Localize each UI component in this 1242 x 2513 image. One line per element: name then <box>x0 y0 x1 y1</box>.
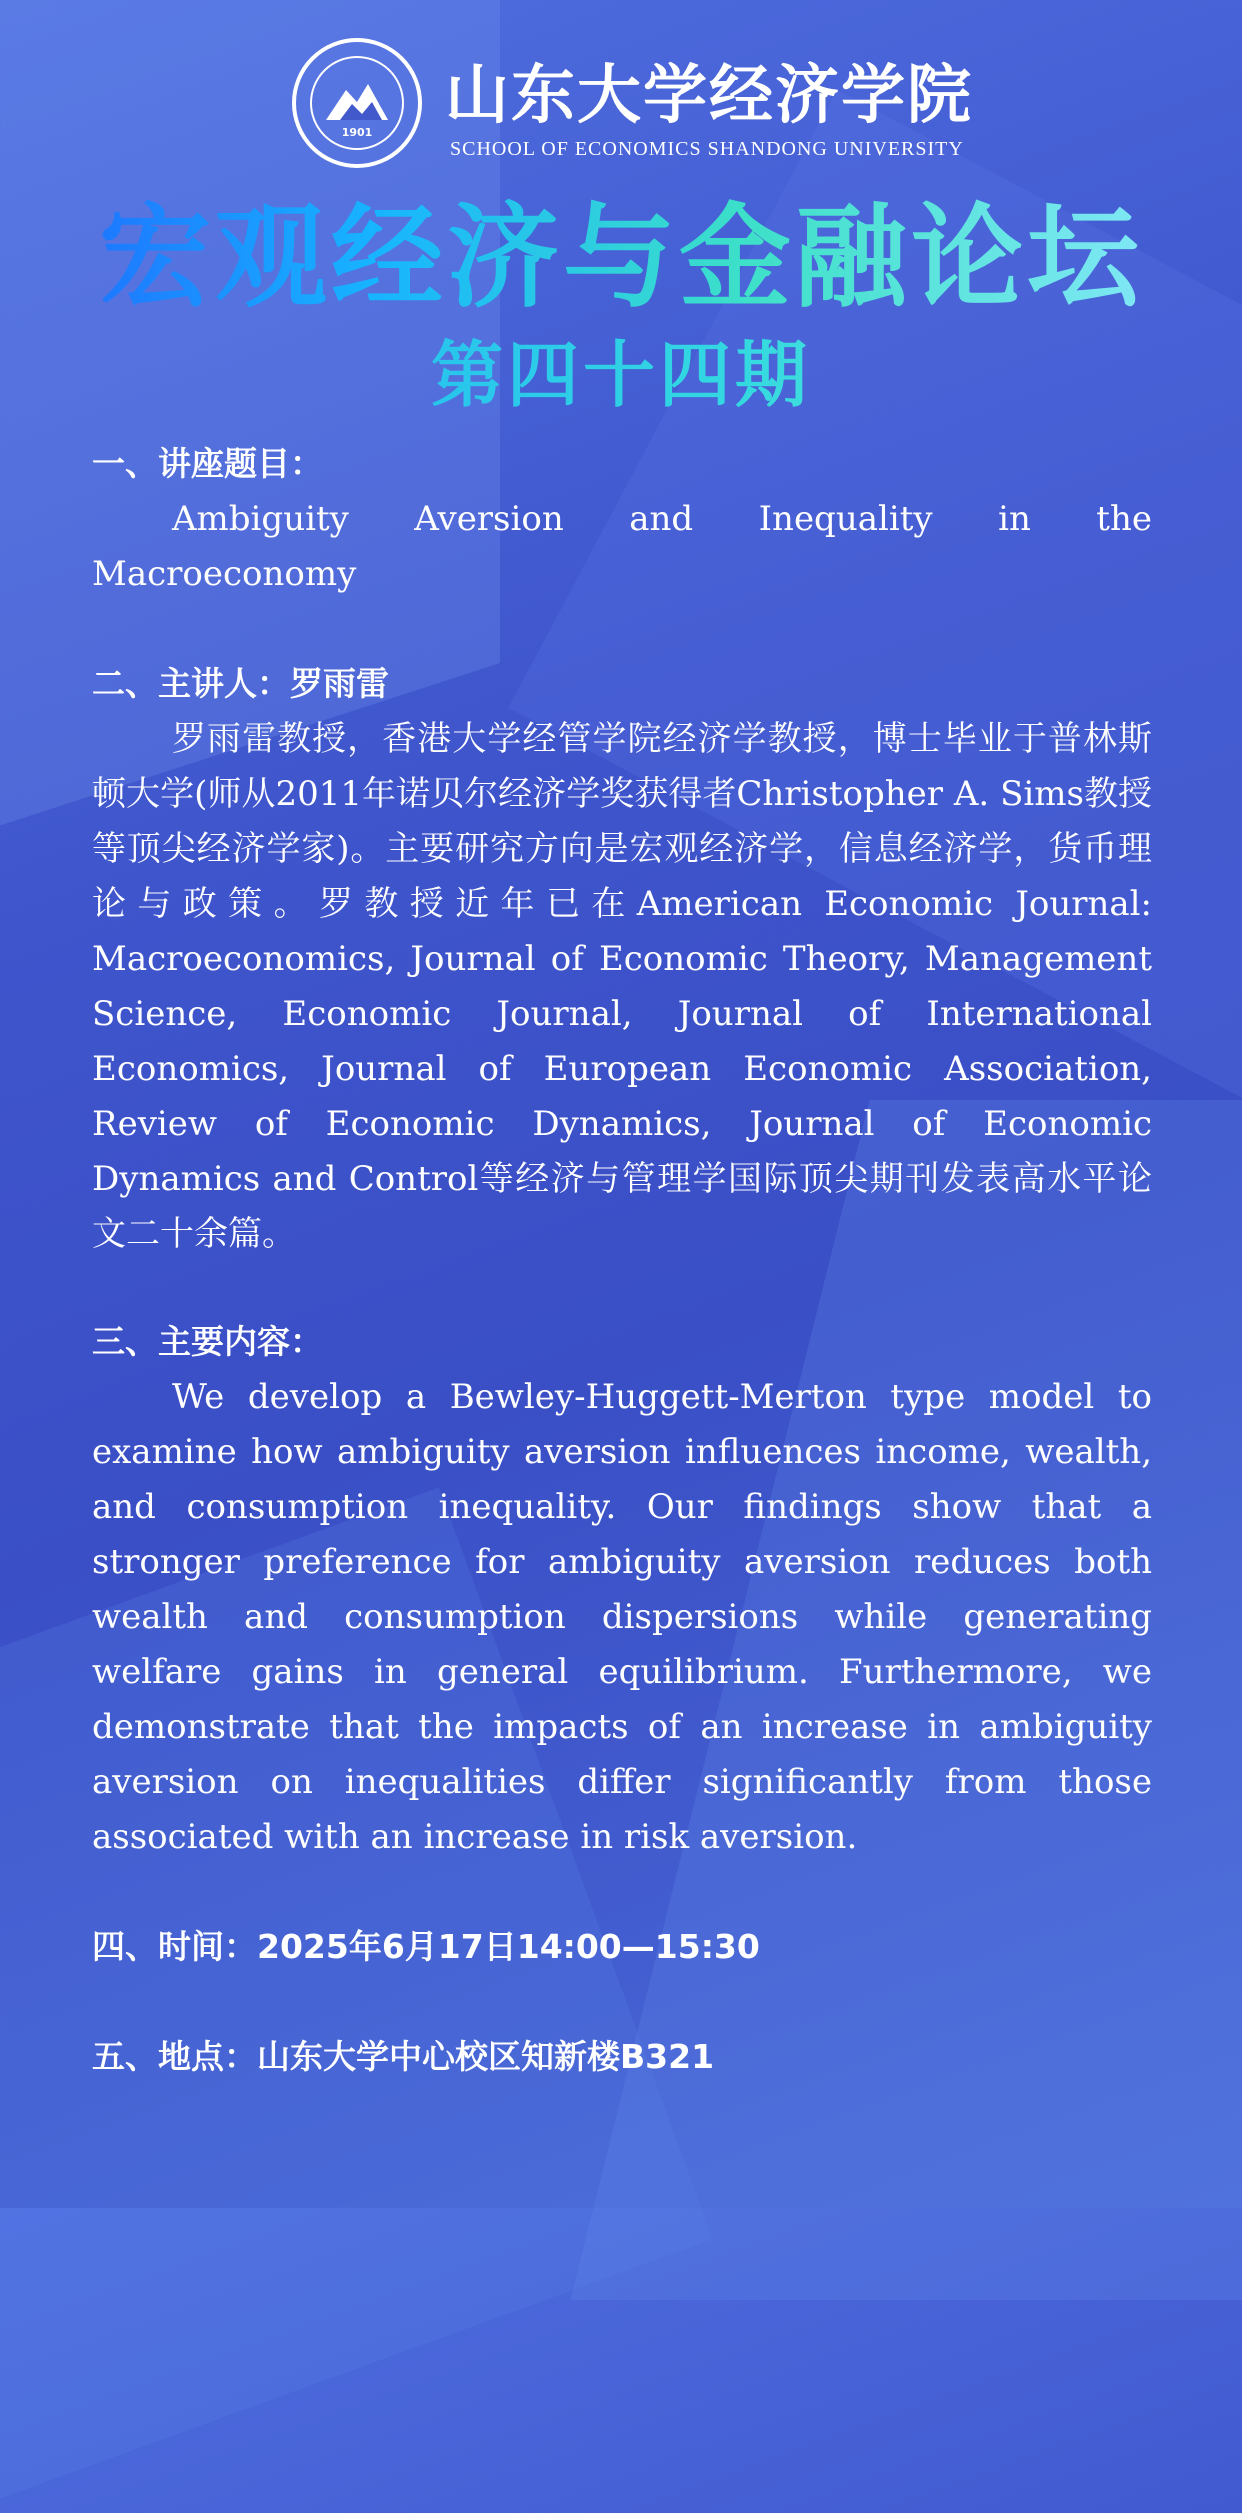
speaker-bio: 罗雨雷教授，香港大学经管学院经济学教授，博士毕业于普林斯顿大学(师从2011年诺贝尔经济学奖获得者Christopher A. Sims教授等顶尖经济学家)。主要研究方向是宏观经济学，信息经济学，货币理论与政策。罗教授近年已在American Economic Journal: Macroeconomics, Journal of Economic Theory, Management Science, Economic Journal, Journal of International Economics, Journal of European Economic Association, Review of Economic Dynamics, Journal of Economic Dynamics and Control等经济与管理学国际顶尖期刊发表高水平论文二十余篇。 <box>92 719 1152 1254</box>
forum-title: 宏观经济与金融论坛 <box>0 188 1242 328</box>
topic-text: Ambiguity Aversion and Inequality in the Macroeconomy <box>92 499 1152 594</box>
school-name-en: SCHOOL OF ECONOMICS SHANDONG UNIVERSITY <box>450 138 964 160</box>
time-info: 四、时间：2025年6月17日14:00—15:30 <box>92 1927 760 1966</box>
poster-header <box>0 30 1242 190</box>
speaker-heading: 二、主讲人：罗雨雷 <box>92 664 389 703</box>
university-seal-logo <box>292 38 422 168</box>
content-heading: 三、主要内容： <box>92 1322 323 1361</box>
school-name-cn: 山东大学经济学院 <box>445 58 973 133</box>
seal-year: 1901 <box>341 126 373 139</box>
topic-heading: 一、讲座题目： <box>92 444 323 483</box>
poster-body <box>92 436 1152 2085</box>
mountain-icon <box>296 42 418 164</box>
location-info: 五、地点：山东大学中心校区知新楼B321 <box>92 2037 715 2076</box>
issue-number: 第四十四期 <box>0 330 1242 420</box>
content-abstract: We develop a Bewley-Huggett-Merton type model to examine how ambiguity aversion influences income, wealth, and consumption inequality. Our findings show that a stronger preference for ambiguity aversion reduces both wealth and consumption dispersions while generating welfare gains in general equilibrium. Furthermore, we demonstrate that the impacts of an increase in ambiguity aversion on inequalities differ significantly from those associated with an increase in risk aversion. <box>92 1377 1152 1857</box>
